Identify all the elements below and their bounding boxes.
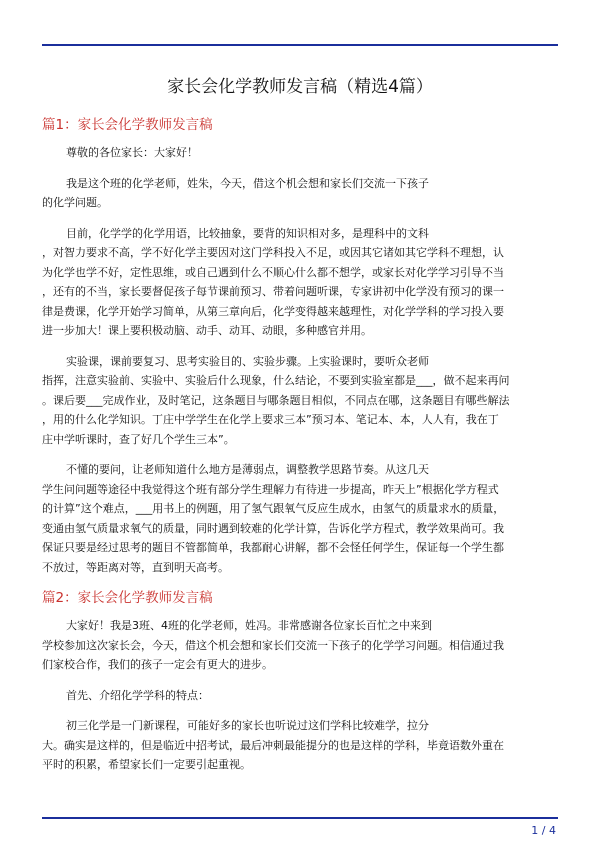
footer-rule	[42, 817, 558, 819]
section-heading: 篇1：家长会化学教师发言稿	[42, 117, 213, 133]
paragraph-line: 的化学问题。	[42, 196, 108, 209]
paragraph	[42, 460, 558, 577]
paragraph-line: 不放过，等距离对等，直到明天高考。	[42, 560, 229, 574]
paragraph	[42, 352, 558, 450]
document-title: 家长会化学教师发言稿（精选4篇）	[167, 77, 433, 97]
paragraph-line: 庄中学听课时，查了好几个学生三本”。	[42, 432, 235, 446]
paragraph-line: 初三化学是一门新课程，可能好多的家长也听说过这们学科比较难学，拉分	[66, 719, 429, 732]
paragraph-line: 大家好！我是3班、4班的化学老师，姓冯。非常感谢各位家长百忙之中来到	[66, 619, 432, 632]
paragraph-line: 首先、介绍化学学科的特点：	[66, 688, 209, 702]
paragraph-line: 实验课，课前要复习、思考实验目的、实验步骤。上实验课时，要听众老师	[66, 354, 429, 368]
paragraph-line: 大。确实是这样的，但是临近中招考试，最后冲刺最能提分的也是这样的学科，毕竟语数外重在	[42, 738, 504, 752]
header-rule	[42, 44, 558, 46]
paragraph-line: 指挥，注意实验前、实验中、实验后什么现象，什么结论，不要到实验室都是___，做不起来再问	[42, 374, 510, 387]
paragraph-line: 律是费课，化学开始学习简单，从第三章向后，化学变得越来越理性，对化学学科的学习投入要	[42, 304, 504, 318]
paragraph	[42, 716, 558, 775]
paragraph-line: ，对智力要求不高，学不好化学主要因对这门学科投入不足，或因其它诸如其它学科不理想，认	[42, 246, 504, 259]
section-heading: 篇2：家长会化学教师发言稿	[42, 590, 213, 606]
paragraph-line: 学生问问题等途径中我觉得这个班有部分学生理解力有待进一步提高，昨天上”根据化学方程式	[42, 482, 499, 496]
paragraph	[42, 616, 558, 675]
paragraph-line: 的计算”这个难点，___用书上的例题，用了氢气跟氧气反应生成水，由氢气的质量求水的质量，	[42, 502, 505, 515]
paragraph	[42, 686, 558, 706]
paragraph-line: ，用的什么化学知识。丁庄中学学生在化学上要求三本”预习本、笔记本、本，人人有，我在丁	[42, 413, 499, 426]
paragraph-line: 们家校合作，我们的孩子一定会有更大的进步。	[42, 658, 273, 671]
paragraph-line: 尊敬的各位家长：大家好！	[66, 146, 198, 159]
paragraph-line: 进一步加大！课上要积极动脑、动手、动耳、动眼，多种感官并用。	[42, 324, 372, 337]
paragraph-line: 为化学也学不好，定性思维，或自己遇到什么不顺心什么都不想学，或家长对化学学习引导不当	[42, 265, 504, 279]
paragraph-line: 。课后要___完成作业，及时笔记，这条题目与哪条题目相似，不同点在哪，这条题目有哪些解法	[42, 393, 510, 407]
paragraph	[42, 224, 558, 341]
paragraph	[42, 143, 558, 163]
paragraph-line: 不懂的要问，让老师知道什么地方是薄弱点，调整教学思路节奏。从这几天	[66, 463, 429, 476]
paragraph-line: ，还有的不当，家长要督促孩子每节课前预习、带着问题听课，专家讲初中化学没有预习的课一	[42, 285, 504, 298]
paragraph-line: 变通由氢气质量求氧气的质量，同时遇到较难的化学计算，告诉化学方程式，教学效果尚可。我	[42, 521, 504, 535]
paragraph	[42, 174, 558, 213]
document-body	[42, 115, 558, 786]
paragraph-line: 保证只要是经过思考的题目不管都简单，我都耐心讲解，都不会怪任何学生，保证每一个学生都	[42, 541, 504, 554]
paragraph-line: 平时的积累，希望家长们一定要引起重视。	[42, 758, 251, 771]
page-indicator: 1 / 4	[531, 824, 556, 837]
paragraph-line: 我是这个班的化学老师，姓朱，今天，借这个机会想和家长们交流一下孩子	[66, 176, 429, 190]
paragraph-line: 目前，化学学的化学用语，比较抽象，要背的知识相对多，是理科中的文科	[66, 226, 429, 240]
paragraph-line: 学校参加这次家长会，今天，借这个机会想和家长们交流一下孩子的化学学习问题。相信通过我	[42, 638, 504, 652]
